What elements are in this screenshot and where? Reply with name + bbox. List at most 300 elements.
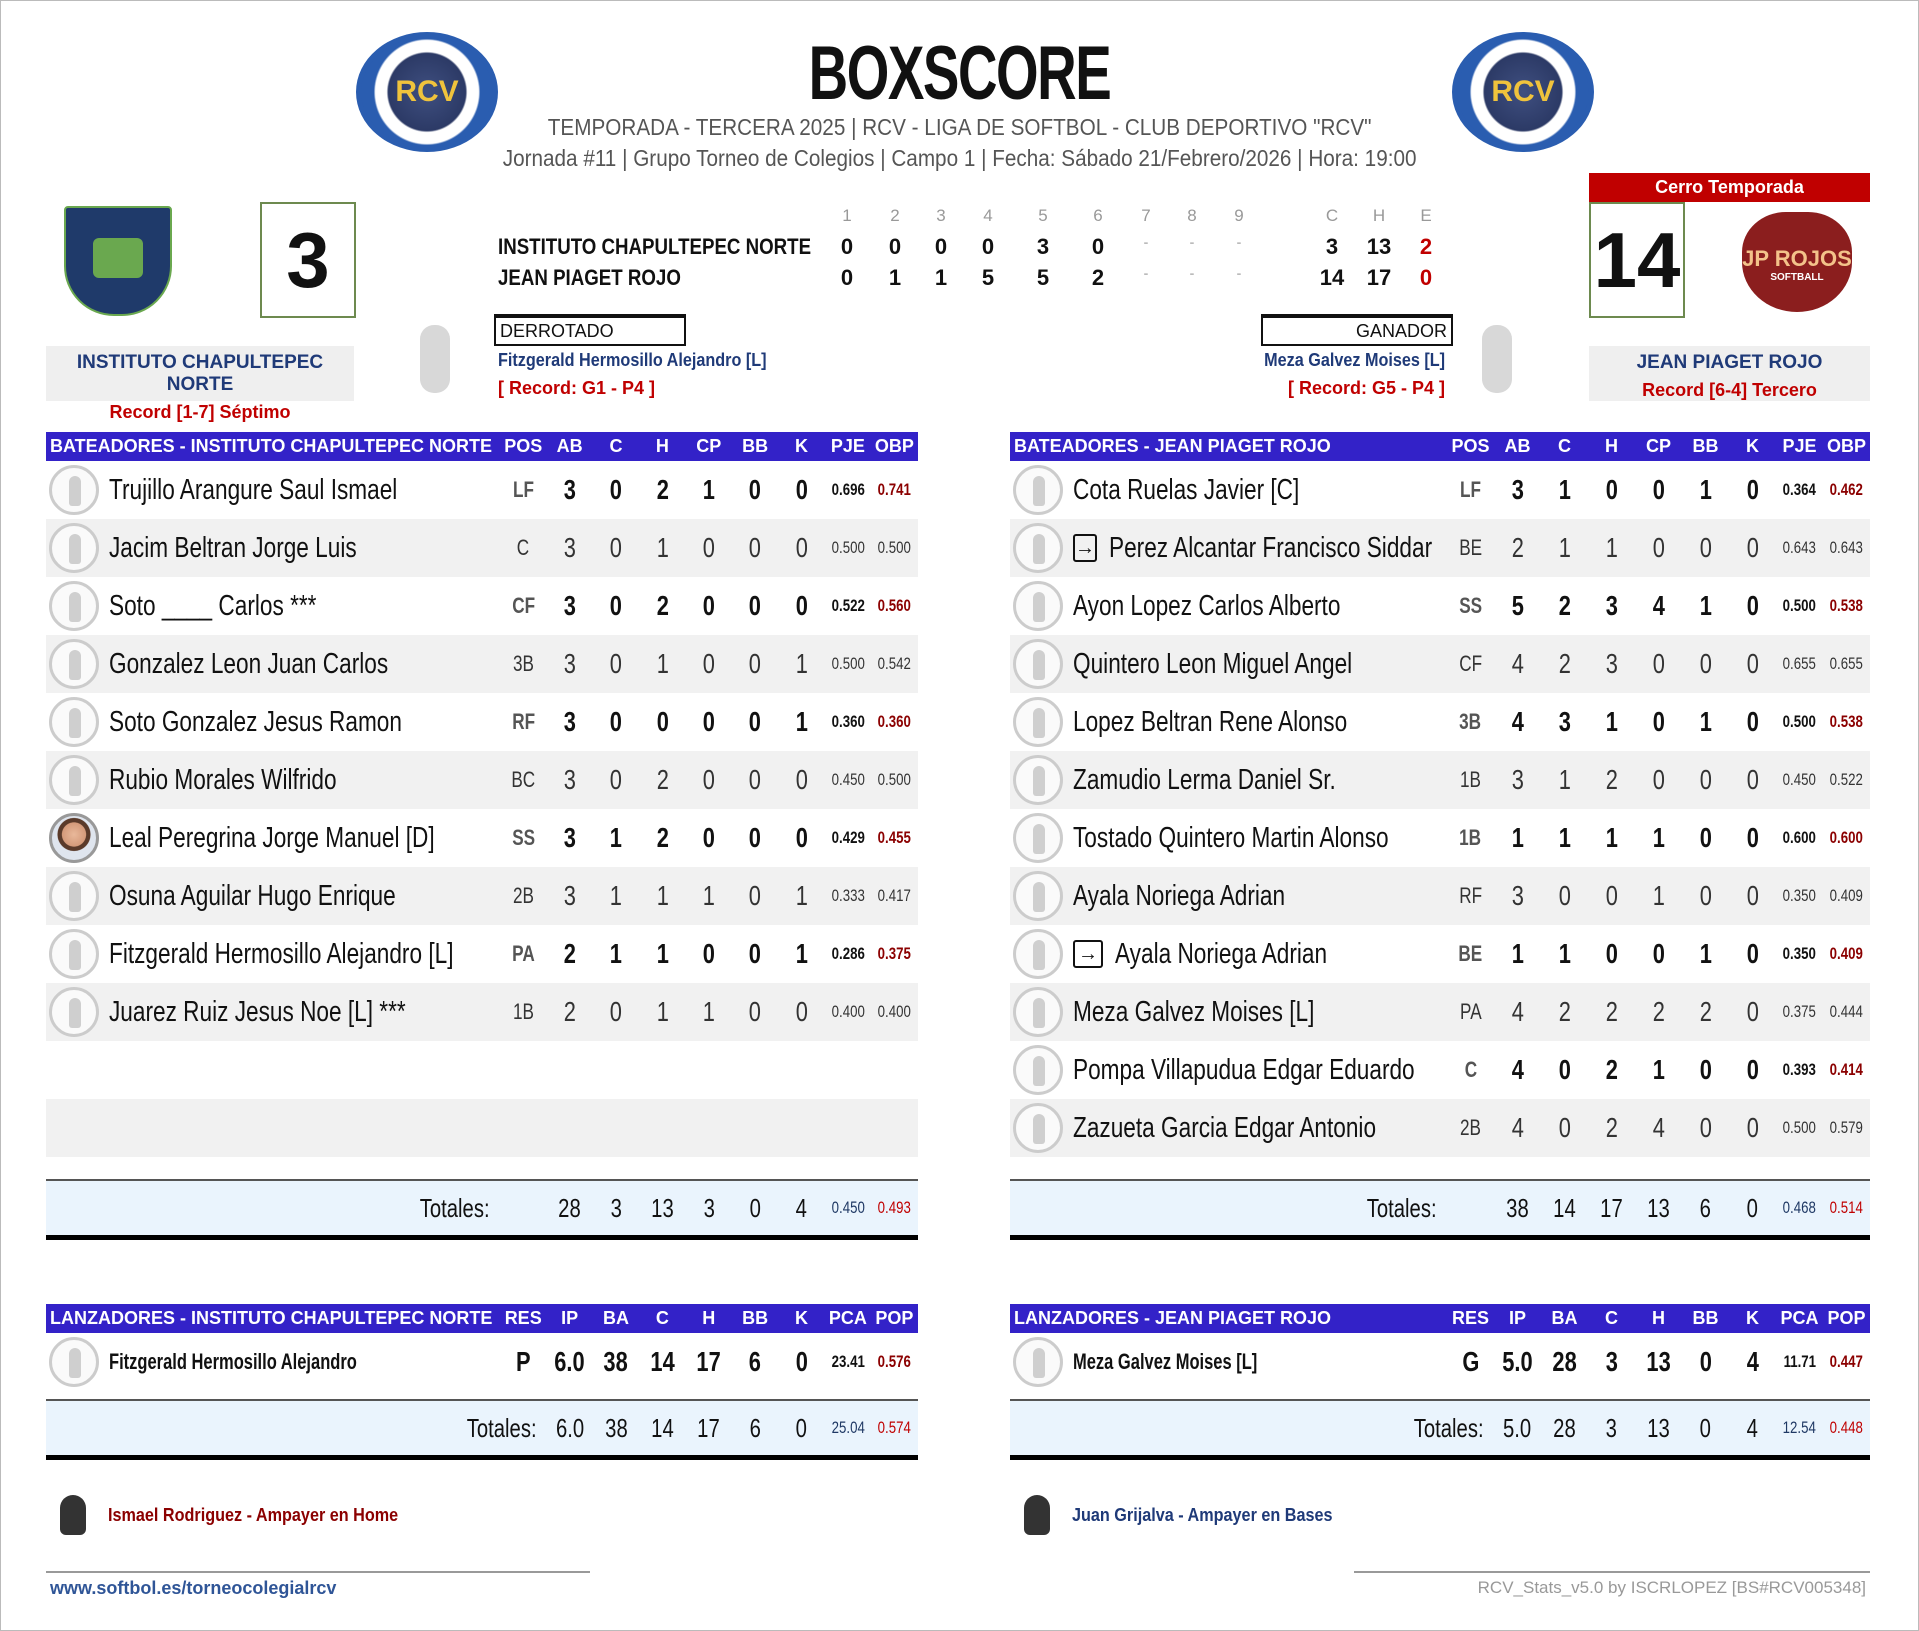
stat-value: 0 [702,938,715,969]
stat-bb [732,938,778,970]
stat-h [1588,474,1635,506]
totals-label-text: Totales: [420,1192,490,1223]
stat-k [1729,590,1776,622]
stat-pos [1447,651,1494,677]
stat-value: 0.286 [831,944,865,963]
stat-value: 1 [795,938,808,969]
stat-value: 0 [749,938,762,969]
column-header-cp: CP [696,436,722,456]
batter-row [46,577,918,635]
home-score: 14 [1589,202,1685,318]
stat-value: 1 [1558,764,1571,795]
batter-row [1010,809,1870,867]
home-batting-table [1010,432,1870,1240]
totals-label [1010,1413,1494,1444]
total-pje [1776,1198,1823,1218]
stat-bb [1682,938,1729,970]
stat-value: C [1464,1057,1477,1082]
stat-value: 2 [1652,996,1665,1027]
stat-k [1729,1346,1776,1378]
stat-pos [1447,1115,1494,1141]
total-value: 5.0 [1503,1412,1532,1443]
stat-value: 2 [656,822,669,853]
player-name[interactable]: Trujillo Arangure Saul Ismael [109,473,398,506]
stat-value: 0.542 [877,654,911,673]
stat-value: 5.0 [1502,1346,1533,1377]
stat-cp [1635,880,1682,912]
stat-value: 0.400 [877,1002,911,1021]
totals-row [1010,1399,1870,1460]
stat-value: 0 [749,648,762,679]
stat-pos [1447,1057,1494,1083]
player-name[interactable]: Tostado Quintero Martin Alonso [1073,821,1389,854]
total-value: 0.514 [1829,1198,1864,1217]
total-bb [1682,1193,1729,1224]
stat-value: 0 [609,648,623,679]
total-value: 28 [558,1192,581,1223]
total-obp [1823,1198,1870,1218]
stat-value: 0.417 [877,886,911,905]
stat-obp [1823,654,1870,674]
player-avatar-icon [1013,929,1063,979]
player-name-cell [1010,639,1447,689]
stat-k [1729,1112,1776,1144]
total-h [1635,1413,1682,1444]
total-bb [1682,1413,1729,1444]
stat-pos [500,825,546,851]
stat-value: 17 [696,1346,721,1377]
column-header-ip: IP [1508,1308,1526,1328]
stat-value: 13 [1646,1346,1671,1377]
stat-cp [1635,648,1682,680]
stat-value: 0 [1652,648,1665,679]
player-name[interactable]: Fitzgerald Hermosillo Alejandro [109,1349,357,1374]
player-name[interactable]: Ayon Lopez Carlos Alberto [1073,589,1341,622]
linescore-team-name [498,234,866,260]
stat-value: 0 [795,822,808,853]
inning-runs: 0 [1091,234,1105,259]
stat-h [639,764,685,796]
stat-c [1541,996,1588,1028]
stat-value: 0.655 [1829,654,1864,673]
batter-row [1010,1099,1870,1157]
total-ba [1541,1413,1588,1444]
stat-value: 4 [1511,1054,1524,1085]
stat-ab [546,474,592,506]
stat-ab [1494,648,1541,680]
inning-header: 4 [983,206,993,225]
stat-c [1541,1054,1588,1086]
stat-value: 0 [1746,706,1759,737]
stat-value: 3 [1511,764,1524,795]
stat-value: 0.576 [877,1352,911,1371]
column-header-pje: PJE [1782,436,1817,456]
totals-row [1010,1179,1870,1240]
stat-value: 0.333 [831,886,865,905]
stat-ip [1494,1346,1541,1378]
player-name[interactable]: Osuna Aguilar Hugo Enrique [109,879,396,912]
stat-pje [1776,828,1823,848]
player-name[interactable]: Juarez Ruiz Jesus Noe [L] *** [109,995,406,1028]
total-c: 14 [1319,265,1345,290]
stat-value: 1 [609,822,623,853]
total-value: 25.04 [831,1418,865,1437]
stat-value: 0 [795,532,808,563]
stat-pca [825,1352,871,1372]
stat-bb [1682,532,1729,564]
stat-obp [1823,1060,1870,1080]
stat-ab [546,938,592,970]
stat-h [639,996,685,1028]
stat-value: RF [511,709,535,734]
player-name-cell [1010,523,1447,573]
total-pca [1776,1418,1823,1438]
column-header-h: H [1605,436,1618,456]
stat-value: CF [511,593,535,618]
stat-value: 0.429 [831,828,865,847]
player-avatar-icon [49,465,99,515]
stat-value: 0.364 [1782,480,1817,499]
stat-value: RF [1459,883,1482,908]
totals-row [46,1399,918,1460]
player-avatar-icon [1013,639,1063,689]
column-header-k: K [795,436,809,456]
player-avatar-icon [49,523,99,573]
stat-obp [1823,828,1870,848]
player-name[interactable]: Zamudio Lerma Daniel Sr. [1073,763,1336,796]
stat-pca [1776,1352,1823,1372]
stat-value: 1 [1605,822,1618,853]
stat-value: 3B [1459,709,1482,734]
total-cp [686,1193,732,1224]
stat-c [593,822,639,854]
inning-runs: 0 [840,265,854,290]
total-h: 13 [1366,234,1392,259]
player-name[interactable]: Zazueta Garcia Edgar Antonio [1073,1111,1377,1144]
stat-bb [1682,706,1729,738]
home-team-card [1589,346,1870,401]
footer-divider [1354,1571,1870,1573]
spacer [1010,1157,1870,1179]
stat-cp [686,474,732,506]
stat-value: 3 [1511,880,1524,911]
stat-value: 0 [749,532,762,563]
away-score: 3 [260,202,356,318]
stat-bb [1682,880,1729,912]
stat-value: 0 [1652,706,1665,737]
stat-value: 0 [1699,880,1712,911]
stat-h [1588,706,1635,738]
player-name-cell [1010,581,1447,631]
stat-cp [1635,1112,1682,1144]
column-header-pos: POS [1451,436,1490,456]
stat-ab [1494,764,1541,796]
season-close-badge: Cerro Temporada [1589,173,1870,202]
stat-c [593,648,639,680]
stat-value: 2 [1605,996,1618,1027]
stat-value: 4 [1652,1112,1665,1143]
column-header-obp: OBP [874,436,914,456]
stat-value: 1 [1511,822,1524,853]
table-title: LANZADORES - JEAN PIAGET ROJO [1014,1308,1332,1328]
stat-value: 2B [512,883,534,908]
away-team-record: Record [1-7] Séptimo [109,402,291,422]
stat-bb [732,706,778,738]
spacer [46,1391,918,1399]
stat-value: 0 [1746,996,1759,1027]
inning-runs: 1 [934,265,948,290]
column-header-pje: PJE [830,436,865,456]
player-avatar-icon [49,639,99,689]
total-cp [1635,1193,1682,1224]
stat-pje [1776,886,1823,906]
total-value: 13 [651,1192,674,1223]
stat-h [686,1346,732,1378]
stat-pos [500,999,546,1025]
stat-value: 1 [1558,474,1571,505]
stat-value: 1 [1699,474,1712,505]
player-name[interactable]: Quintero Leon Miguel Angel [1073,647,1353,680]
stat-value: 11.71 [1783,1352,1816,1371]
stat-value: 2 [1558,648,1571,679]
total-value: 14 [651,1412,674,1443]
stat-pos [1447,941,1494,967]
stat-value: 1 [1605,532,1618,563]
total-h [639,1193,685,1224]
winning-pitcher-name: Meza Galvez Moises [L] [1264,350,1445,370]
player-name-cell [46,697,500,747]
stat-bb [1682,1112,1729,1144]
stat-bb [732,532,778,564]
player-name-cell [1010,1045,1447,1095]
player-name[interactable]: Perez Alcantar Francisco Siddar [1109,531,1433,564]
stat-pje [825,828,871,848]
stat-bb [732,764,778,796]
player-avatar-icon [49,929,99,979]
batter-row [1010,519,1870,577]
total-value: 13 [1647,1412,1670,1443]
page-title: BOXSCORE [808,31,1111,116]
logo-text: RCV [1491,75,1555,108]
stat-value: 4 [1511,996,1524,1027]
stat-value: 4 [1511,706,1524,737]
totals-label-text: Totales: [1414,1412,1484,1443]
website-link[interactable]: www.softbol.es/torneocolegialrcv [50,1578,337,1598]
player-name[interactable]: Gonzalez Leon Juan Carlos [109,647,389,680]
total-value: 0.574 [877,1418,911,1437]
stat-value: 0 [1699,532,1712,563]
total-pop [1823,1418,1870,1438]
stat-value: 0.655 [1782,654,1817,673]
stat-h [639,880,685,912]
column-header-pos: POS [504,436,543,456]
stat-value: 2 [1558,996,1571,1027]
stat-ab [546,532,592,564]
stat-bb [732,474,778,506]
stat-c [639,1346,685,1378]
inning-runs: 2 [1091,265,1105,290]
stat-value: 0 [609,532,623,563]
stat-value: 2 [563,938,576,969]
stat-value: 0 [1746,764,1759,795]
stat-value: 0 [1558,1054,1571,1085]
stat-value: 3 [1558,706,1571,737]
player-name[interactable]: Meza Galvez Moises [L] [1073,1349,1258,1374]
inning-runs: 0 [840,234,854,259]
stat-cp [686,764,732,796]
stat-k [778,996,824,1028]
stat-value: 4 [1652,590,1665,621]
stat-ab [546,648,592,680]
column-header-pca: PCA [828,1308,867,1328]
player-name-cell [46,639,500,689]
stat-value: 5 [1511,590,1524,621]
stat-obp [871,596,917,616]
stat-value: 4 [1511,648,1524,679]
total-value: 6 [1699,1192,1712,1223]
winner-label: GANADOR [1261,314,1453,346]
stat-c [1541,706,1588,738]
stat-cp [1635,822,1682,854]
substitution-arrow-icon: → [1073,940,1103,968]
player-name[interactable]: Soto Gonzalez Jesus Ramon [109,705,402,738]
player-name-cell [46,1337,500,1387]
stat-c [593,996,639,1028]
stat-pop [1823,1352,1870,1372]
player-avatar-icon [1013,465,1063,515]
stat-value: 2B [1459,1115,1481,1140]
stat-value: 0 [1558,1112,1571,1143]
table-header [46,432,918,461]
total-obp [871,1198,917,1218]
stat-h [1588,880,1635,912]
stat-cp [1635,474,1682,506]
player-name[interactable]: Leal Peregrina Jorge Manuel [D] [109,821,435,854]
player-avatar-icon [49,871,99,921]
player-name[interactable]: Pompa Villapudua Edgar Eduardo [1073,1053,1415,1086]
batter-row [46,867,918,925]
stat-value: 0.643 [1782,538,1817,557]
player-name[interactable]: Meza Galvez Moises [L] [1073,995,1315,1028]
totals-label-text: Totales: [1367,1192,1437,1223]
player-name-cell [1010,465,1447,515]
empty-row [46,1099,918,1157]
total-value: 38 [604,1412,628,1443]
stat-value: 2 [1605,1054,1618,1085]
inning-runs: - [1143,265,1149,281]
stat-pje [825,654,871,674]
player-name-cell [46,581,500,631]
player-name[interactable]: Rubio Morales Wilfrido [109,763,337,796]
stat-value: 0.579 [1829,1118,1864,1137]
away-team-card [46,346,354,422]
player-name[interactable]: Jacim Beltran Jorge Luis [109,531,357,564]
stat-ab [546,996,592,1028]
stat-value: 2 [656,474,669,505]
total-pca [825,1418,871,1438]
total-header: H [1372,206,1386,225]
umpire-bases: Juan Grijalva - Ampayer en Bases [1024,1495,1361,1535]
player-name[interactable]: Ayala Noriega Adrian [1073,879,1286,912]
total-value: 0 [1699,1412,1712,1443]
player-name-cell [46,465,500,515]
player-name[interactable]: Fitzgerald Hermosillo Alejandro [L] [109,937,454,970]
home-team-record: Record [6-4] Tercero [1642,380,1817,400]
stat-value: 0.500 [877,770,911,789]
stat-value: 0 [1652,938,1665,969]
stat-h [1588,648,1635,680]
stat-value: 0.500 [877,538,911,557]
stat-pos [1447,477,1494,503]
stat-cp [686,996,732,1028]
total-value: 0.493 [877,1198,911,1217]
stat-value: PA [511,941,535,966]
stat-k [778,1346,824,1378]
stat-value: 0.350 [1782,944,1817,963]
player-name[interactable]: Ayala Noriega Adrian [1115,937,1328,970]
stat-value: 0 [795,1346,808,1377]
stat-value: 0 [1746,1112,1759,1143]
stat-c [593,474,639,506]
player-name[interactable]: Lopez Beltran Rene Alonso [1073,705,1348,738]
stat-pje [825,538,871,558]
stat-c [1541,880,1588,912]
winning-pitcher-record: [ Record: G5 - P4 ] [1287,378,1445,398]
inning-runs: - [1236,265,1242,281]
player-name[interactable]: Cota Ruelas Javier [C] [1073,473,1300,506]
stat-ab [1494,938,1541,970]
team-name: INSTITUTO CHAPULTEPEC NORTE [498,234,812,259]
stat-k [778,706,824,738]
stat-value: 1 [795,706,808,737]
stat-c [1588,1346,1635,1378]
column-header-c: C [655,1308,669,1328]
stat-ab [1494,706,1541,738]
column-header-cp: CP [1645,436,1671,456]
batter-row [1010,693,1870,751]
stat-value: SS [1459,593,1482,618]
stat-cp [686,648,732,680]
stat-value: 1 [1558,822,1571,853]
stat-k [1729,706,1776,738]
batter-row [1010,635,1870,693]
umpire-icon [60,1495,86,1535]
stat-h [639,532,685,564]
stat-value: 0.500 [831,654,865,673]
total-h: 17 [1366,265,1392,290]
stat-c [593,880,639,912]
player-name[interactable]: Soto ____ Carlos *** [109,589,317,622]
stat-value: 14 [650,1346,675,1377]
stat-value: 0 [749,880,762,911]
stat-value: 0 [656,706,669,737]
stat-cp [1635,532,1682,564]
stat-obp [1823,480,1870,500]
total-header: C [1325,206,1339,225]
total-header: E [1420,206,1432,225]
stat-c [593,532,639,564]
stat-pje [1776,1118,1823,1138]
batter-row [1010,983,1870,1041]
stat-pos [1447,883,1494,909]
stat-value: 0 [749,822,762,853]
totals-label [46,1413,546,1444]
batter-row [46,635,918,693]
stat-c [1541,764,1588,796]
stat-pje [1776,1060,1823,1080]
column-header-bb: BB [742,1308,769,1328]
stat-c [1541,1112,1588,1144]
